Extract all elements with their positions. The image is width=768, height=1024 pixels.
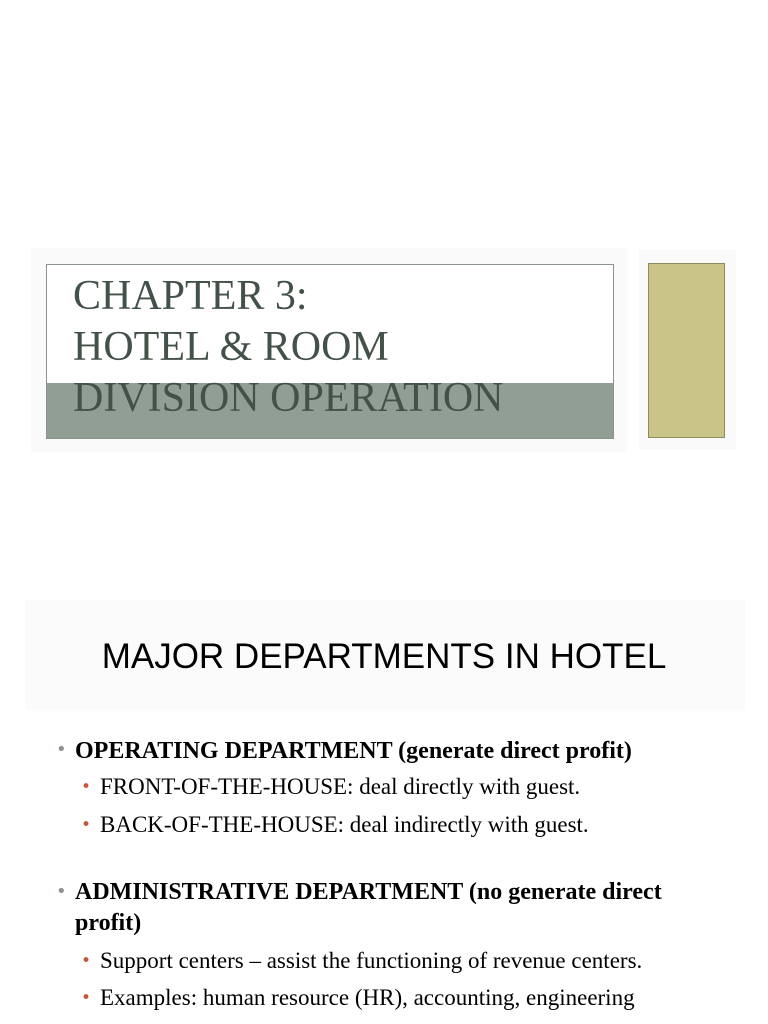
sub-bullet-dot-icon: • [81, 777, 92, 797]
sub-bullet-back-of-house: BACK-OF-THE-HOUSE: deal indirectly with guest. [100, 812, 589, 837]
bullet-operating-department: OPERATING DEPARTMENT (generate direct profit) [75, 738, 632, 764]
sub-bullet-examples: Examples: human resource (HR), accounting, engineering [100, 985, 635, 1010]
sub-bullet-dot-icon: • [81, 951, 92, 971]
accent-block [648, 263, 725, 438]
bullet-dot-icon: • [56, 881, 67, 902]
chapter-title [73, 271, 503, 424]
title-line-3: DIVISION OPERATION [73, 375, 504, 421]
bullet-dot-icon: • [56, 739, 67, 760]
content-slide [0, 590, 768, 1024]
sub-bullet-support-centers: Support centers – assist the functioning of revenue centers. [100, 948, 643, 973]
title-line-1: CHAPTER 3: [73, 273, 308, 319]
sub-bullet-front-of-house: FRONT-OF-THE-HOUSE: deal directly with guest. [100, 774, 581, 799]
bullet-administrative-department-cont: profit) [75, 910, 142, 936]
sub-bullet-dot-icon: • [81, 815, 92, 835]
bullet-administrative-department: ADMINISTRATIVE DEPARTMENT (no generate direct [75, 879, 662, 905]
sub-bullet-dot-icon: • [81, 988, 92, 1008]
slide-heading: MAJOR DEPARTMENTS IN HOTEL [101, 637, 667, 676]
title-line-2: HOTEL & ROOM [73, 324, 389, 370]
title-box [46, 264, 614, 439]
